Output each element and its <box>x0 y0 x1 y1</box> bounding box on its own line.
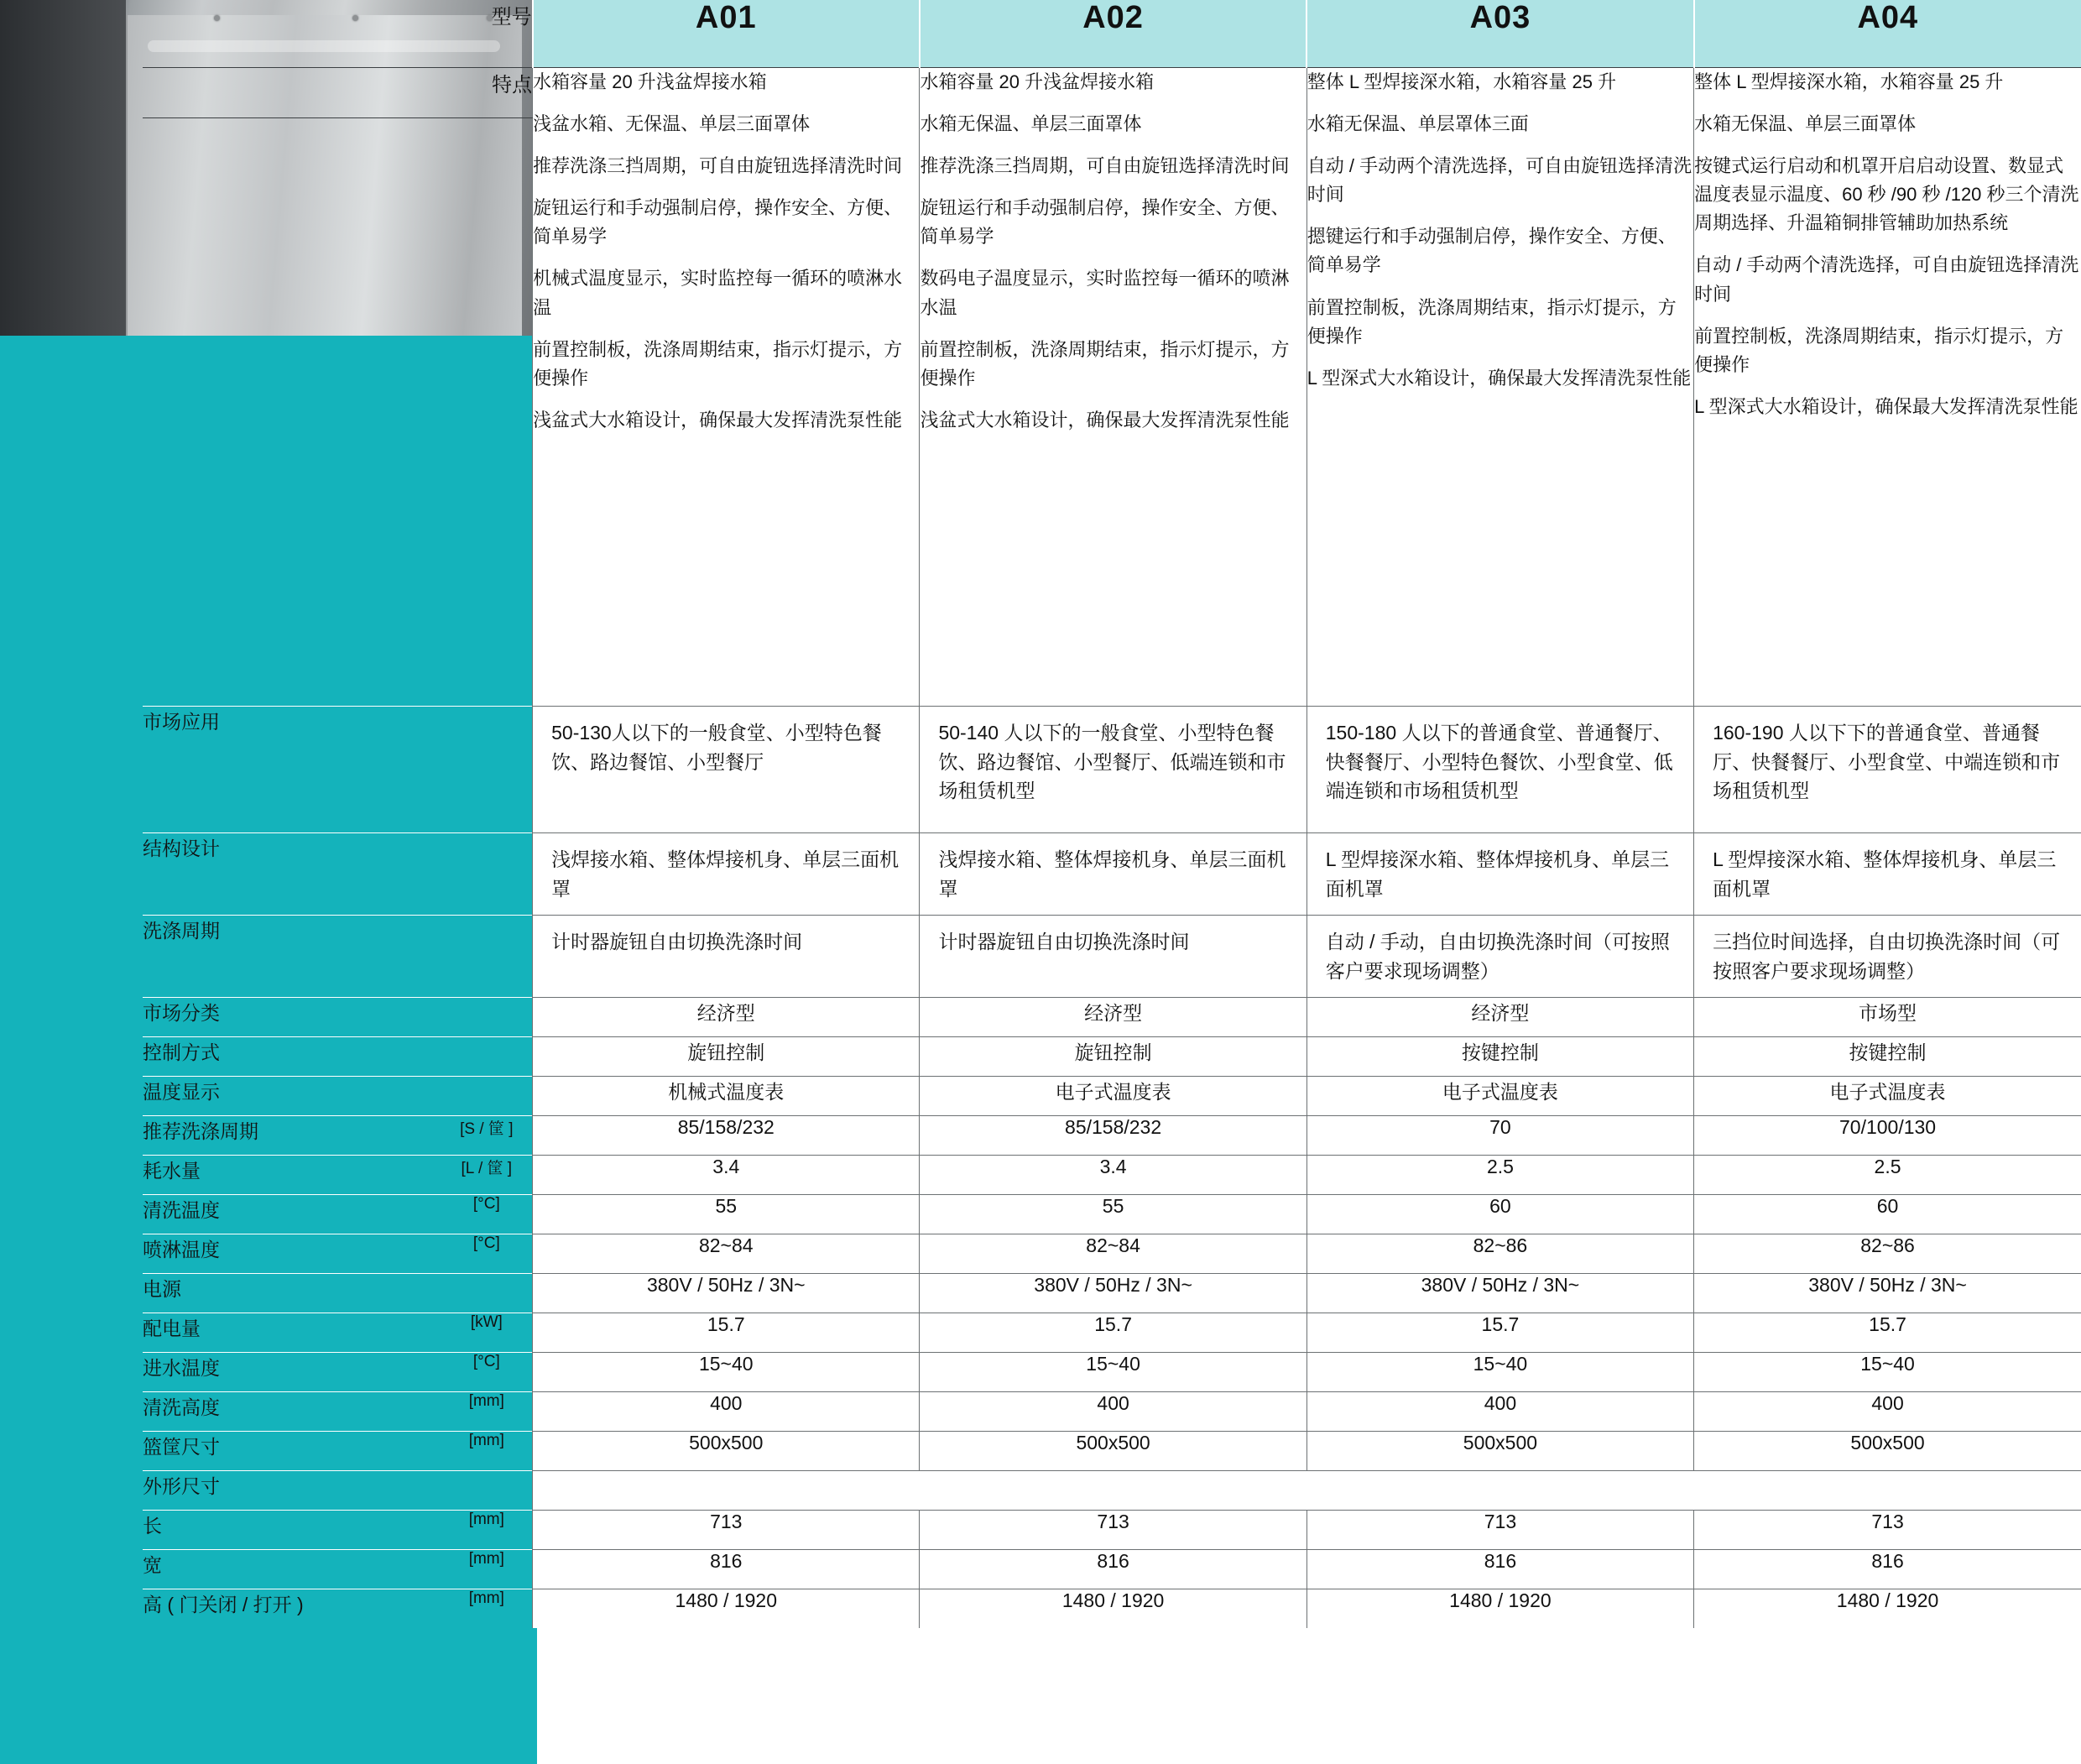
table-row <box>143 1077 2081 1116</box>
row-label-wash-temp: 清洗温度 <box>143 1195 441 1234</box>
row-unit-temp-display <box>441 1077 533 1116</box>
feature-item: 自动 / 手动两个清洗选择，可自由旋钮选择清洗时间 <box>1694 254 2079 305</box>
row-unit-wash-height: [mm] <box>441 1392 533 1432</box>
feature-item: 浅盆式大水箱设计，确保最大发挥清洗泵性能 <box>533 409 903 431</box>
feature-item: 摁键运行和手动强制启停，操作安全、方便、简单易学 <box>1306 226 1677 276</box>
row-unit-basket-size: [mm] <box>441 1432 533 1471</box>
row-label-wash-height: 清洗高度 <box>143 1392 441 1432</box>
feature-item: 旋钮运行和手动强制启停，操作安全、方便、简单易学 <box>533 197 903 248</box>
cell-recommended-cycle-a04: 70/100/130 <box>1694 1116 2081 1156</box>
feature-item: 整体 L 型焊接深水箱，水箱容量 25 升 <box>1306 71 1617 92</box>
model-header-a04: A04 <box>1694 0 2081 68</box>
cell-wash-cycle-a03: 自动 / 手动，自由切换洗涤时间（可按照客户要求现场调整） <box>1306 916 1693 998</box>
cell-width-a01: 816 <box>533 1550 920 1589</box>
model-header-a02: A02 <box>920 0 1306 68</box>
feature-spacer-cell <box>143 118 533 707</box>
cell-market-class-a02: 经济型 <box>920 998 1306 1037</box>
cell-wash-temp-a02: 55 <box>920 1195 1306 1234</box>
feature-item: 水箱容量 20 升浅盆焊接水箱 <box>920 71 1155 92</box>
table-row <box>143 1313 2081 1353</box>
section-unit-blank <box>441 1471 533 1511</box>
feature-item: 前置控制板，洗涤周期结束，指示灯提示，方便操作 <box>1306 296 1677 347</box>
cell-control-mode-a04: 按键控制 <box>1694 1037 2081 1077</box>
cell-recommended-cycle-a03: 70 <box>1306 1116 1693 1156</box>
table-row <box>143 833 2081 916</box>
cell-recommended-cycle-a02: 85/158/232 <box>920 1116 1306 1156</box>
row-unit-length: [mm] <box>441 1511 533 1550</box>
table-row <box>143 1037 2081 1077</box>
cell-power-rating-a01: 15.7 <box>533 1313 920 1353</box>
feature-item: 机械式温度显示，实时监控每一循环的喷淋水温 <box>533 268 903 318</box>
feature-cell-a02 <box>920 68 1306 707</box>
section-blank-a01 <box>533 1471 920 1511</box>
row-label-control-mode: 控制方式 <box>143 1037 441 1077</box>
feature-item: 前置控制板，洗涤周期结束，指示灯提示，方便操作 <box>1694 325 2064 375</box>
cell-temp-display-a03: 电子式温度表 <box>1306 1077 1693 1116</box>
row-unit-control-mode <box>441 1037 533 1077</box>
cell-length-a02: 713 <box>920 1511 1306 1550</box>
cell-power-rating-a02: 15.7 <box>920 1313 1306 1353</box>
row-label-length: 长 <box>143 1511 441 1550</box>
cell-market-application-a03: 150-180 人以下的普通食堂、普通餐厅、快餐餐厅、小型特色餐饮、小型食堂、低端连锁和市场租赁机型 <box>1306 707 1693 833</box>
feature-item: 水箱无保温、单层罩体三面 <box>1306 113 1529 135</box>
feature-item: L 型深式大水箱设计，确保最大发挥清洗泵性能 <box>1694 395 2078 417</box>
cell-market-application-a02: 50-140 人以下的一般食堂、小型特色餐饮、路边餐馆、小型餐厅、低端连锁和市场租赁机型 <box>920 707 1306 833</box>
cell-market-application-a04: 160-190 人以下下的普通食堂、普通餐厅、快餐餐厅、小型食堂、中端连锁和市场租赁机型 <box>1694 707 2081 833</box>
cell-inlet-temp-a01: 15~40 <box>533 1353 920 1392</box>
cell-wash-height-a01: 400 <box>533 1392 920 1432</box>
cell-power-supply-a01: 380V / 50Hz / 3N~ <box>533 1274 920 1313</box>
cell-width-a02: 816 <box>920 1550 1306 1589</box>
cell-power-rating-a04: 15.7 <box>1694 1313 2081 1353</box>
feature-item: 自动 / 手动两个清洗选择，可自由旋钮选择清洗时间 <box>1306 155 1692 206</box>
header-label-model: 型号 <box>143 0 533 68</box>
cell-water-usage-a02: 3.4 <box>920 1156 1306 1195</box>
cell-control-mode-a02: 旋钮控制 <box>920 1037 1306 1077</box>
table-row <box>143 1511 2081 1550</box>
cell-basket-size-a01: 500x500 <box>533 1432 920 1471</box>
row-unit-inlet-temp: [°C] <box>441 1353 533 1392</box>
feature-item: 推荐洗涤三挡周期，可自由旋钮选择清洗时间 <box>920 155 1290 177</box>
cell-inlet-temp-a04: 15~40 <box>1694 1353 2081 1392</box>
feature-item: 浅盆水箱、无保温、单层三面罩体 <box>533 113 811 135</box>
cell-wash-height-a03: 400 <box>1306 1392 1693 1432</box>
row-unit-wash-cycle <box>441 916 533 998</box>
table-header-row-model <box>143 0 2081 68</box>
cell-width-a04: 816 <box>1694 1550 2081 1589</box>
row-unit-rinse-temp: [°C] <box>441 1234 533 1274</box>
model-header-a01: A01 <box>533 0 920 68</box>
cell-basket-size-a04: 500x500 <box>1694 1432 2081 1471</box>
row-unit-market-application <box>441 707 533 833</box>
cell-basket-size-a02: 500x500 <box>920 1432 1306 1471</box>
cell-market-class-a01: 经济型 <box>533 998 920 1037</box>
feature-item: 水箱无保温、单层三面罩体 <box>920 113 1142 135</box>
cell-height-a03: 1480 / 1920 <box>1306 1589 1693 1629</box>
feature-cell-a04 <box>1694 68 2081 707</box>
cell-recommended-cycle-a01: 85/158/232 <box>533 1116 920 1156</box>
cell-wash-cycle-a04: 三挡位时间选择，自由切换洗涤时间（可按照客户要求现场调整） <box>1694 916 2081 998</box>
cell-inlet-temp-a03: 15~40 <box>1306 1353 1693 1392</box>
model-header-a03: A03 <box>1306 0 1693 68</box>
cell-power-supply-a04: 380V / 50Hz / 3N~ <box>1694 1274 2081 1313</box>
table-row <box>143 1432 2081 1471</box>
cell-height-a04: 1480 / 1920 <box>1694 1589 2081 1629</box>
section-blank-a04 <box>1694 1471 2081 1511</box>
row-label-market-class: 市场分类 <box>143 998 441 1037</box>
row-label-market-application: 市场应用 <box>143 707 441 833</box>
row-label-width: 宽 <box>143 1550 441 1589</box>
section-header-row <box>143 1471 2081 1511</box>
cell-power-supply-a03: 380V / 50Hz / 3N~ <box>1306 1274 1693 1313</box>
row-label-basket-size: 篮筐尺寸 <box>143 1432 441 1471</box>
feature-item: 前置控制板，洗涤周期结束，指示灯提示，方便操作 <box>533 338 903 389</box>
cell-wash-temp-a04: 60 <box>1694 1195 2081 1234</box>
row-unit-structure-design <box>441 833 533 916</box>
table-row <box>143 916 2081 998</box>
row-unit-power-supply <box>441 1274 533 1313</box>
header-label-feature: 特点 <box>143 68 533 118</box>
cell-rinse-temp-a02: 82~84 <box>920 1234 1306 1274</box>
cell-temp-display-a02: 电子式温度表 <box>920 1077 1306 1116</box>
feature-cell-a01 <box>533 68 920 707</box>
table-row <box>143 1589 2081 1629</box>
cell-wash-temp-a03: 60 <box>1306 1195 1693 1234</box>
table-row <box>143 998 2081 1037</box>
table-row <box>143 1353 2081 1392</box>
cell-height-a01: 1480 / 1920 <box>533 1589 920 1629</box>
section-blank-a02 <box>920 1471 1306 1511</box>
cell-control-mode-a01: 旋钮控制 <box>533 1037 920 1077</box>
row-label-water-usage: 耗水量 <box>143 1156 441 1195</box>
table-row <box>143 1156 2081 1195</box>
feature-item: 浅盆式大水箱设计，确保最大发挥清洗泵性能 <box>920 409 1290 431</box>
cell-wash-height-a02: 400 <box>920 1392 1306 1432</box>
row-unit-recommended-cycle: [S / 筐 ] <box>441 1116 533 1156</box>
cell-water-usage-a01: 3.4 <box>533 1156 920 1195</box>
cell-wash-cycle-a02: 计时器旋钮自由切换洗涤时间 <box>920 916 1306 998</box>
cell-rinse-temp-a03: 82~86 <box>1306 1234 1693 1274</box>
feature-item: 前置控制板，洗涤周期结束，指示灯提示，方便操作 <box>920 338 1290 389</box>
cell-rinse-temp-a04: 82~86 <box>1694 1234 2081 1274</box>
cell-wash-temp-a01: 55 <box>533 1195 920 1234</box>
row-unit-market-class <box>441 998 533 1037</box>
cell-wash-cycle-a01: 计时器旋钮自由切换洗涤时间 <box>533 916 920 998</box>
feature-item: 水箱无保温、单层三面罩体 <box>1694 113 1917 135</box>
cell-market-class-a04: 市场型 <box>1694 998 2081 1037</box>
cell-structure-design-a04: L 型焊接深水箱、整体焊接机身、单层三面机罩 <box>1694 833 2081 916</box>
cell-length-a04: 713 <box>1694 1511 2081 1550</box>
cell-market-class-a03: 经济型 <box>1306 998 1693 1037</box>
specification-table <box>143 0 2081 1628</box>
table-row <box>143 1392 2081 1432</box>
cell-temp-display-a01: 机械式温度表 <box>533 1077 920 1116</box>
feature-item: 按键式运行启动和机罩开启启动设置、数显式温度表显示温度、60 秒 /90 秒 /120 秒三个清洗周期选择、升温箱铜排管辅助加热系统 <box>1694 155 2079 234</box>
cell-width-a03: 816 <box>1306 1550 1693 1589</box>
row-label-wash-cycle: 洗涤周期 <box>143 916 441 998</box>
cell-structure-design-a03: L 型焊接深水箱、整体焊接机身、单层三面机罩 <box>1306 833 1693 916</box>
cell-structure-design-a02: 浅焊接水箱、整体焊接机身、单层三面机罩 <box>920 833 1306 916</box>
table-row <box>143 1234 2081 1274</box>
table-header-row-feature <box>143 68 2081 118</box>
row-label-recommended-cycle: 推荐洗涤周期 <box>143 1116 441 1156</box>
row-label-power-supply: 电源 <box>143 1274 441 1313</box>
table-row <box>143 1274 2081 1313</box>
row-label-temp-display: 温度显示 <box>143 1077 441 1116</box>
table-row <box>143 1550 2081 1589</box>
feature-item: 水箱容量 20 升浅盆焊接水箱 <box>533 71 767 92</box>
feature-item: 数码电子温度显示，实时监控每一循环的喷淋水温 <box>920 268 1290 318</box>
feature-item: 旋钮运行和手动强制启停，操作安全、方便、简单易学 <box>920 197 1290 248</box>
feature-item: L 型深式大水箱设计，确保最大发挥清洗泵性能 <box>1306 367 1692 389</box>
row-label-inlet-temp: 进水温度 <box>143 1353 441 1392</box>
cell-water-usage-a04: 2.5 <box>1694 1156 2081 1195</box>
row-label-structure-design: 结构设计 <box>143 833 441 916</box>
cell-inlet-temp-a02: 15~40 <box>920 1353 1306 1392</box>
cell-power-supply-a02: 380V / 50Hz / 3N~ <box>920 1274 1306 1313</box>
row-unit-width: [mm] <box>441 1550 533 1589</box>
cell-wash-height-a04: 400 <box>1694 1392 2081 1432</box>
section-blank-a03 <box>1306 1471 1693 1511</box>
row-unit-power-rating: [kW] <box>441 1313 533 1353</box>
row-unit-wash-temp: [°C] <box>441 1195 533 1234</box>
feature-item: 整体 L 型焊接深水箱，水箱容量 25 升 <box>1694 71 2004 92</box>
feature-item: 推荐洗涤三挡周期，可自由旋钮选择清洗时间 <box>533 155 903 177</box>
cell-structure-design-a01: 浅焊接水箱、整体焊接机身、单层三面机罩 <box>533 833 920 916</box>
cell-power-rating-a03: 15.7 <box>1306 1313 1693 1353</box>
table-row <box>143 707 2081 833</box>
row-label-power-rating: 配电量 <box>143 1313 441 1353</box>
row-unit-height: [mm] <box>441 1589 533 1629</box>
cell-rinse-temp-a01: 82~84 <box>533 1234 920 1274</box>
photo-dark-panel <box>0 0 126 336</box>
row-unit-water-usage: [L / 筐 ] <box>441 1156 533 1195</box>
cell-market-application-a01: 50-130人以下的一般食堂、小型特色餐饮、路边餐馆、小型餐厅 <box>533 707 920 833</box>
cell-height-a02: 1480 / 1920 <box>920 1589 1306 1629</box>
feature-cell-a03 <box>1306 68 1693 707</box>
cell-temp-display-a04: 电子式温度表 <box>1694 1077 2081 1116</box>
row-label-rinse-temp: 喷淋温度 <box>143 1234 441 1274</box>
cell-water-usage-a03: 2.5 <box>1306 1156 1693 1195</box>
section-label-dimensions: 外形尺寸 <box>143 1471 441 1511</box>
cell-length-a03: 713 <box>1306 1511 1693 1550</box>
cell-control-mode-a03: 按键控制 <box>1306 1037 1693 1077</box>
cell-basket-size-a03: 500x500 <box>1306 1432 1693 1471</box>
table-row <box>143 1195 2081 1234</box>
cell-length-a01: 713 <box>533 1511 920 1550</box>
table-row <box>143 1116 2081 1156</box>
row-label-height: 高 ( 门关闭 / 打开 ) <box>143 1589 441 1629</box>
